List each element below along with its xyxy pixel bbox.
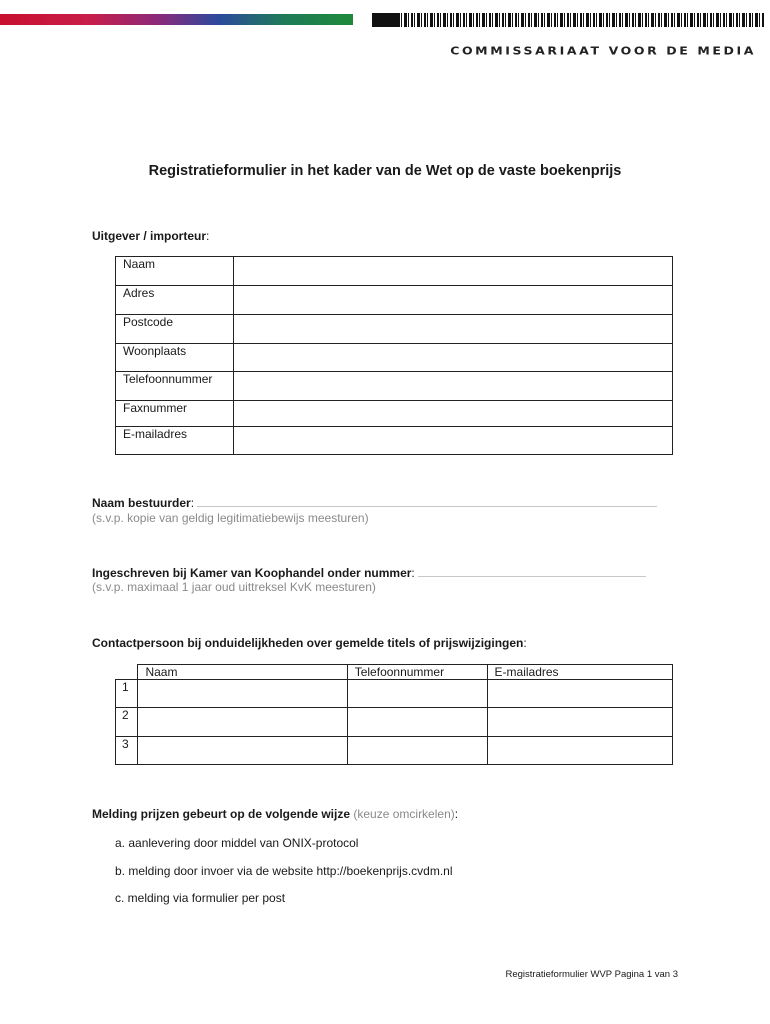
page-footer: Registratieformulier WVP Pagina 1 van 3	[505, 969, 678, 980]
contact-phone-field[interactable]	[347, 737, 487, 765]
director-input-line[interactable]	[197, 506, 657, 507]
pricing-option-b[interactable]: b. melding door invoer via de website http://boekenprijs.cvdm.nl	[115, 864, 453, 878]
publisher-row-label: E-mailadres	[116, 427, 234, 455]
contact-email-field[interactable]	[487, 737, 672, 765]
contact-row-number: 2	[116, 708, 138, 737]
publisher-city-field[interactable]	[233, 344, 672, 372]
publisher-heading: Uitgever / importeur:	[92, 229, 210, 243]
contact-row-number: 3	[116, 737, 138, 765]
pricing-option-a[interactable]: a. aanlevering door middel van ONIX-protocol	[115, 836, 359, 850]
publisher-fax-field[interactable]	[233, 401, 672, 427]
contact-name-field[interactable]	[138, 708, 347, 737]
publisher-name-field[interactable]	[233, 257, 672, 286]
pricing-option-c[interactable]: c. melding via formulier per post	[115, 891, 286, 905]
contact-col-header: Telefoonnummer	[347, 665, 487, 680]
contact-phone-field[interactable]	[347, 680, 487, 708]
document-title: Registratieformulier in het kader van de Wet op de vaste boekenprijs	[148, 163, 622, 179]
contact-name-field[interactable]	[138, 737, 347, 765]
contact-table	[115, 664, 673, 765]
publisher-row-label: Telefoonnummer	[116, 372, 234, 401]
director-label: Naam bestuurder:	[92, 496, 673, 510]
contact-col-header: E-mailadres	[487, 665, 672, 680]
pricing-hint: (keuze omcirkelen)	[353, 807, 455, 821]
director-hint: (s.v.p. kopie van geldig legitimatiebewijs meesturen)	[92, 511, 369, 525]
barcode-graphic	[372, 13, 765, 27]
publisher-address-field[interactable]	[233, 286, 672, 315]
publisher-row-label: Adres	[116, 286, 234, 315]
contact-name-field[interactable]	[138, 680, 347, 708]
contact-col-header: Naam	[138, 665, 347, 680]
publisher-row-label: Faxnummer	[116, 401, 234, 427]
publisher-row-label: Woonplaats	[116, 344, 234, 372]
contact-row-number: 1	[116, 680, 138, 708]
kvk-hint: (s.v.p. maximaal 1 jaar oud uittreksel KvK meesturen)	[92, 580, 376, 594]
contact-phone-field[interactable]	[347, 708, 487, 737]
kvk-label: Ingeschreven bij Kamer van Koophandel onder nummer:	[92, 566, 673, 580]
publisher-row-label: Naam	[116, 257, 234, 286]
publisher-row-label: Postcode	[116, 315, 234, 344]
brand-color-bar	[0, 14, 353, 25]
brand-logo-text: COMMISSARIAAT VOOR DE MEDIA	[450, 44, 756, 57]
publisher-table	[115, 256, 673, 455]
contact-heading: Contactpersoon bij onduidelijkheden over gemelde titels of prijswijzigingen:	[92, 636, 527, 650]
contact-email-field[interactable]	[487, 708, 672, 737]
publisher-phone-field[interactable]	[233, 372, 672, 401]
barcode-block	[372, 13, 398, 27]
kvk-input-line[interactable]	[418, 576, 646, 577]
contact-email-field[interactable]	[487, 680, 672, 708]
publisher-postcode-field[interactable]	[233, 315, 672, 344]
publisher-email-field[interactable]	[233, 427, 672, 455]
pricing-heading: Melding prijzen gebeurt op de volgende wijze (keuze omcirkelen):	[92, 807, 459, 821]
